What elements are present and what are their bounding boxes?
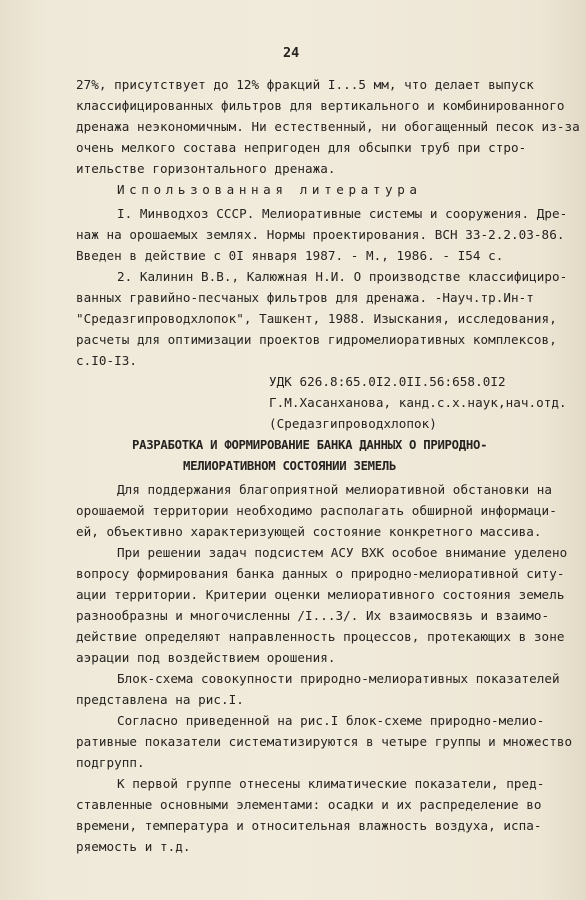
reference-line: наж на орошаемых землях. Нормы проектирования. ВСН 33-2.2.03-86. [76, 227, 565, 242]
reference-line: с.I0-I3. [76, 353, 138, 368]
body-line: При решении задач подсистем АСУ ВХК особое внимание уделено [117, 545, 568, 560]
body-line: подгрупп. [76, 755, 145, 770]
body-line: времени, температура и относительная влажность воздуха, испа- [76, 818, 542, 833]
text-line: дренажа неэкономичным. Ни естественный, ни обогащенный песок из-за [76, 119, 580, 134]
body-line: действие определяют направленность процессов, протекающих в зоне [76, 629, 565, 644]
body-line: Блок-схема совокупности природно-мелиоративных показателей [117, 671, 560, 686]
body-line: разнообразны и многочисленны /I...3/. Их взаимосвязь и взаимо- [76, 608, 550, 623]
reference-line: ванных гравийно-песчаных фильтров для дренажа. -Науч.тр.Ин-т [76, 290, 534, 305]
body-line: представлена на рис.I. [76, 692, 244, 707]
reference-line: 2. Калинин В.В., Калюжная Н.И. О производстве классифициро- [117, 269, 568, 284]
text-line: очень мелкого состава непригоден для обсыпки труб при стро- [76, 140, 527, 155]
article-title: РАЗРАБОТКА И ФОРМИРОВАНИЕ БАНКА ДАННЫХ О ПРИРОДНО- [132, 438, 488, 452]
text-line: 27%, присутствует до 12% фракций I...5 мм, что делает выпуск [76, 77, 534, 92]
body-line: Для поддержания благоприятной мелиоративной обстановки на [117, 482, 553, 497]
text-line: классифицированных фильтров для вертикального и комбинированного [76, 98, 565, 113]
affiliation-line: (Средазгипроводхлопок) [269, 416, 437, 431]
body-line: орошаемой территории необходимо располагать обширной информаци- [76, 503, 557, 518]
page-number: 24 [283, 45, 300, 61]
body-line: ации территории. Критерии оценки мелиоративного состояния земель [76, 587, 565, 602]
author-line: Г.М.Хасанханова, канд.с.х.наук,нач.отд. [269, 395, 567, 410]
reference-line: расчеты для оптимизации проектов гидромелиоративных комплексов, [76, 332, 557, 347]
body-line: ей, объективно характеризующей состояние конкретного массива. [76, 524, 542, 539]
body-line: Согласно приведенной на рис.I блок-схеме природно-мелио- [117, 713, 545, 728]
body-line: ративные показатели систематизируются в четыре группы и множество [76, 734, 573, 749]
references-heading: Использованная литература [117, 182, 422, 197]
udk-code: УДК 626.8:65.0I2.0II.56:658.0I2 [269, 374, 506, 389]
reference-line: Введен в действие с 0I января 1987. - М., 1986. - I54 с. [76, 248, 504, 263]
body-line: вопросу формирования банка данных о природно-мелиоративной ситу- [76, 566, 565, 581]
body-line: К первой группе отнесены климатические показатели, пред- [117, 776, 545, 791]
text-line: ительстве горизонтального дренажа. [76, 161, 336, 176]
article-title: МЕЛИОРАТИВНОМ СОСТОЯНИИ ЗЕМЕЛЬ [183, 459, 397, 473]
body-line: аэрации под воздействием орошения. [76, 650, 336, 665]
reference-line: "Средазгипроводхлопок", Ташкент, 1988. Изыскания, исследования, [76, 311, 557, 326]
body-line: ставленные основными элементами: осадки и их распределение во [76, 797, 542, 812]
body-line: ряемость и т.д. [76, 839, 191, 854]
reference-line: I. Минводхоз СССР. Мелиоративные системы и сооружения. Дре- [117, 206, 568, 221]
